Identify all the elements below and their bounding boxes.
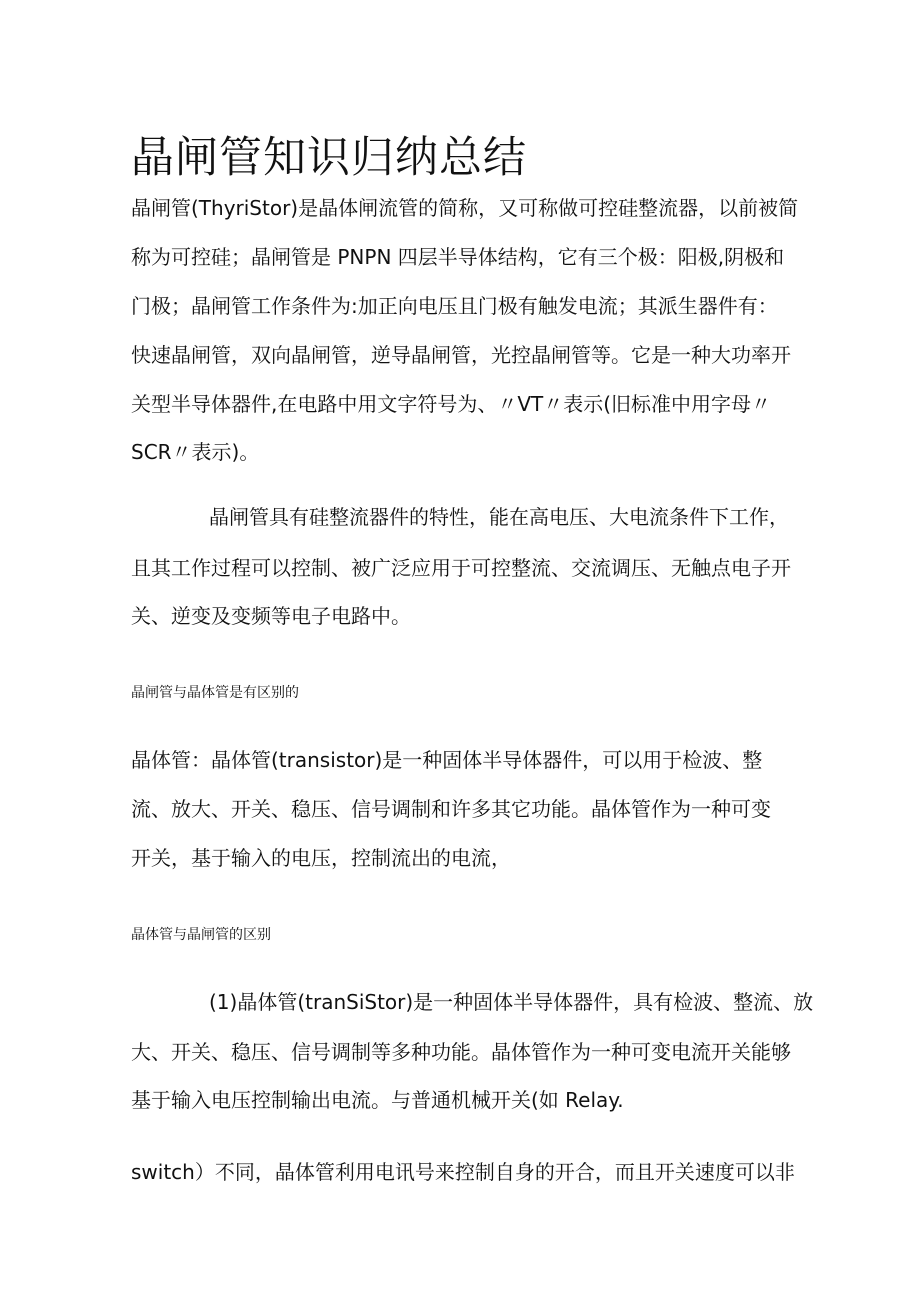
para1-line-3: 门极；晶闸管工作条件为:加正向电压且门极有触发电流；其派生器件有：: [131, 294, 778, 318]
para1-line-6: SCR〃表示)。: [131, 440, 260, 464]
section-heading-2: 晶体管与晶闸管的区别: [131, 927, 271, 943]
section-heading-1: 晶闸管与晶体管是有区别的: [131, 685, 299, 701]
para5-line-1: switch）不同，晶体管利用电讯号来控制自身的开合，而且开关速度可以非: [131, 1160, 795, 1184]
para1-line-5: 关型半导体器件,在电路中用文字符号为、〃VT〃表示(旧标准中用字母〃: [131, 392, 772, 416]
para1-line-1: 晶闸管(ThyriStor)是晶体闸流管的简称，又可称做可控硅整流器，以前被简: [131, 196, 799, 220]
para4-line-2: 大、开关、稳压、信号调制等多种功能。晶体管作为一种可变电流开关能够: [131, 1040, 791, 1064]
page-title: 晶闸管知识归纳总结: [131, 133, 527, 183]
para1-line-4: 快速晶闸管，双向晶闸管，逆导晶闸管，光控晶闸管等。它是一种大功率开: [131, 343, 791, 367]
para4-line-3: 基于输入电压控制输出电流。与普通机械开关(如 Relay.: [131, 1088, 624, 1112]
para3-line-3: 开关，基于输入的电压，控制流出的电流，: [131, 846, 511, 870]
para2-line-3: 关、逆变及变频等电子电路中。: [131, 604, 411, 628]
para2-line-2: 且其工作过程可以控制、被广泛应用于可控整流、交流调压、无触点电子开: [131, 556, 791, 580]
para4-line-1: (1)晶体管(tranSiStor)是一种固体半导体器件，具有检波、整流、放: [209, 990, 814, 1014]
para1-line-2: 称为可控硅；晶闸管是 PNPN 四层半导体结构，它有三个极：阳极,阴极和: [131, 245, 785, 269]
para3-line-1: 晶体管：晶体管(transistor)是一种固体半导体器件，可以用于检波、整: [131, 748, 763, 772]
para2-line-1: 晶闸管具有硅整流器件的特性，能在高电压、大电流条件下工作，: [209, 505, 789, 529]
para3-line-2: 流、放大、开关、稳压、信号调制和许多其它功能。晶体管作为一种可变: [131, 797, 771, 821]
